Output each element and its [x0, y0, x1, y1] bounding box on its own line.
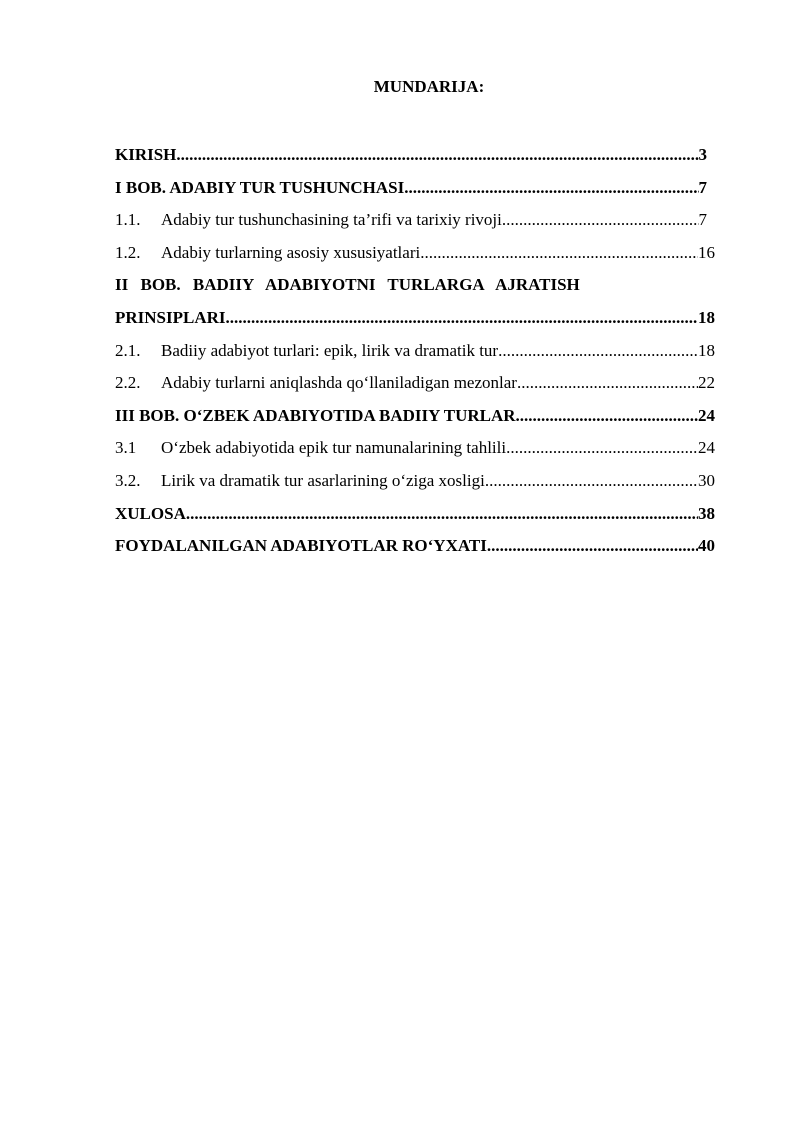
toc-entry-kirish[interactable]	[115, 144, 707, 177]
toc-leader-dots	[226, 307, 698, 329]
toc-leader-dots	[498, 340, 698, 362]
toc-entry-references[interactable]	[115, 535, 715, 568]
toc-entry-page: 7	[698, 210, 707, 230]
toc-leader-dots	[176, 144, 698, 166]
toc-entry-chapter-2-heading[interactable]	[115, 274, 715, 307]
toc-entry-text: KIRISH	[115, 145, 177, 164]
toc-entry-page: 24	[698, 438, 715, 458]
toc-leader-dots	[516, 405, 698, 427]
toc-entry-text: XULOSA	[115, 503, 186, 523]
toc-entry-number: 3.2.	[115, 470, 141, 490]
toc-entry-2-2[interactable]	[115, 372, 715, 405]
toc-leader-dots	[502, 209, 699, 231]
toc-entry-chapter-3[interactable]	[115, 405, 715, 438]
toc-leader-dots	[506, 437, 698, 459]
toc-entry-text: Adabiy turlarni aniqlashda qo‘llaniladigan mezonlar	[161, 373, 517, 393]
toc-entry-text: Lirik va dramatik tur asarlarining o‘ziga xosligi	[161, 470, 485, 490]
toc-entry-text: FOYDALANILGAN ADABIYOTLAR RO‘YXATI	[115, 536, 487, 556]
toc-entry-3-1[interactable]	[115, 437, 715, 470]
toc-entry-page: 18	[698, 340, 715, 360]
toc-entry-page: 30	[698, 470, 715, 490]
toc-leader-dots	[404, 177, 698, 199]
toc-entry-text: Adabiy turlarning asosiy xususiyatlari	[161, 242, 421, 262]
table-of-contents	[115, 144, 715, 568]
toc-entry-page: 7	[698, 177, 707, 197]
toc-entry-chapter-2[interactable]	[115, 307, 715, 340]
toc-entry-page: 16	[698, 242, 715, 262]
toc-entry-3-2[interactable]	[115, 470, 715, 503]
toc-entry-text: III BOB. O‘ZBEK ADABIYOTIDA BADIIY TURLAR	[115, 405, 516, 425]
toc-entry-text: Adabiy tur tushunchasining ta’rifi va tarixiy rivoji	[161, 210, 502, 230]
toc-entry-page: 3	[698, 145, 707, 164]
toc-entry-chapter-1[interactable]	[115, 177, 707, 210]
toc-entry-page: 38	[698, 503, 715, 523]
toc-entry-1-2[interactable]	[115, 242, 715, 275]
toc-leader-dots	[487, 535, 698, 557]
toc-entry-2-1[interactable]	[115, 340, 715, 373]
toc-entry-1-1[interactable]	[115, 209, 707, 242]
page-title: MUNDARIJA:	[373, 77, 485, 96]
toc-entry-xulosa[interactable]	[115, 503, 715, 536]
toc-entry-text: II BOB. BADIIY ADABIYOTNI TURLARGA AJRATISH	[115, 275, 580, 295]
toc-entry-page: 24	[698, 405, 715, 425]
toc-entry-page: 22	[698, 373, 715, 393]
toc-leader-dots	[186, 503, 698, 525]
toc-entry-number: 1.2.	[115, 242, 141, 262]
toc-entry-number: 2.2.	[115, 373, 141, 393]
toc-entry-text: Badiiy adabiyot turlari: epik, lirik va dramatik tur	[161, 340, 499, 360]
toc-leader-dots	[517, 372, 698, 394]
toc-entry-text: I BOB. ADABIY TUR TUSHUNCHASI	[115, 177, 405, 197]
toc-entry-number: 2.1.	[115, 340, 141, 360]
toc-entry-page: 18	[698, 307, 715, 327]
toc-entry-text: O‘zbek adabiyotida epik tur namunalarining tahlili	[161, 438, 507, 458]
toc-leader-dots	[420, 242, 698, 264]
toc-entry-text: PRINSIPLARI	[115, 307, 226, 327]
toc-entry-number: 1.1.	[115, 210, 141, 230]
toc-entry-number: 3.1	[115, 438, 137, 458]
toc-leader-dots	[485, 470, 698, 492]
toc-entry-page: 40	[698, 536, 715, 556]
